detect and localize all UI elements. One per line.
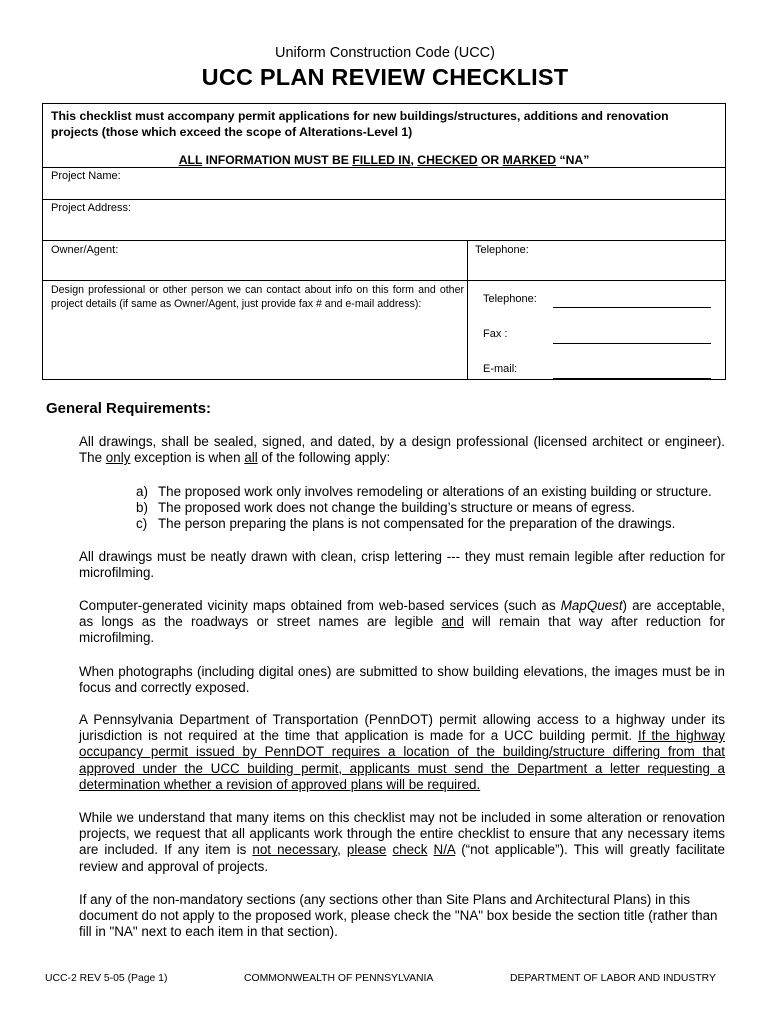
design-telephone-field[interactable]	[553, 307, 711, 308]
footer-commonwealth: COMMONWEALTH OF PENNSYLVANIA	[244, 973, 434, 984]
contact-info-form	[42, 103, 726, 380]
design-fax-label: Fax :	[483, 328, 508, 340]
list-item: c) The person preparing the plans is not compensated for the preparation of the drawings.	[136, 516, 676, 531]
project-name-label: Project Name:	[51, 170, 121, 182]
design-email-label: E-mail:	[483, 363, 518, 375]
design-professional-label: Design professional or other person we can contact about info on this form and other project details (if same as Owner/Agent, just provide fax # and e-mail address):	[51, 284, 464, 310]
project-address-field[interactable]	[43, 199, 725, 240]
owner-agent-label: Owner/Agent:	[51, 244, 119, 256]
lettering-paragraph: All drawings must be neatly drawn with clean, crisp lettering --- they must remain legible after reduction for microfilming.	[79, 549, 725, 581]
design-email-field[interactable]	[553, 378, 711, 379]
page-title: UCC PLAN REVIEW CHECKLIST	[201, 64, 569, 90]
design-telephone-label: Telephone:	[483, 293, 537, 305]
list-item: a) The proposed work only involves remodeling or alterations of an existing building or structure.	[136, 484, 712, 499]
fill-instruction: ALL INFORMATION MUST BE FILLED IN, CHECKED OR MARKED “NA”	[178, 153, 590, 167]
project-name-field[interactable]	[43, 167, 725, 199]
owner-telephone-field[interactable]	[468, 240, 725, 280]
list-item: b) The proposed work does not change the building’s structure or means of egress.	[136, 500, 635, 515]
owner-agent-field[interactable]	[43, 240, 467, 280]
design-fax-field[interactable]	[553, 343, 711, 344]
form-subtitle: Uniform Construction Code (UCC)	[275, 45, 495, 61]
footer-form-id: UCC-2 REV 5-05 (Page 1)	[45, 973, 168, 984]
divider	[43, 280, 725, 281]
checklist-intro: This checklist must accompany permit applications for new buildings/structures, additions and renovation projects (those which exceed the scope of Alterations-Level 1)	[51, 109, 669, 139]
penndot-paragraph: A Pennsylvania Department of Transportation (PennDOT) permit allowing access to a highway under its jurisdiction is not required at the time that application is made for a UCC building permit. If the highway occupancy permit issued by PennDOT requires a location of the building/structure differing from that approved under the UCC building permit, applicants must send the Department a letter requesting a determination whether a revision of approved plans will be required.	[79, 712, 725, 792]
photographs-paragraph: When photographs (including digital ones) are submitted to show building elevations, the images must be in focus and correctly exposed.	[79, 664, 725, 696]
footer-department: DEPARTMENT OF LABOR AND INDUSTRY	[510, 973, 716, 984]
project-address-label: Project Address:	[51, 202, 132, 214]
checklist-usage-paragraph: While we understand that many items on this checklist may not be included in some alteration or renovation projects, we request that all applicants work through the entire checklist to ensure that any necessary items are included. If any item is not necessary, please check N/A (“not applicable”). This will greatly facilitate review and approval of projects.	[79, 810, 725, 874]
na-sections-paragraph: If any of the non-mandatory sections (any sections other than Site Plans and Architectural Plans) in this document do not apply to the proposed work, please check the "NA" box beside the section title (rather than fill in "NA" next to each item in that section).	[79, 892, 718, 940]
owner-telephone-label: Telephone:	[475, 244, 529, 256]
vicinity-maps-paragraph: Computer-generated vicinity maps obtained from web-based services (such as MapQuest) are acceptable, as longs as the roadways or street names are legible and will remain that way after reduction for microfilming.	[79, 598, 725, 646]
section-heading: General Requirements:	[46, 400, 212, 417]
sealed-drawings-paragraph: All drawings, shall be sealed, signed, and dated, by a design professional (licensed architect or engineer). The only exception is when all of the following apply:	[79, 434, 725, 466]
